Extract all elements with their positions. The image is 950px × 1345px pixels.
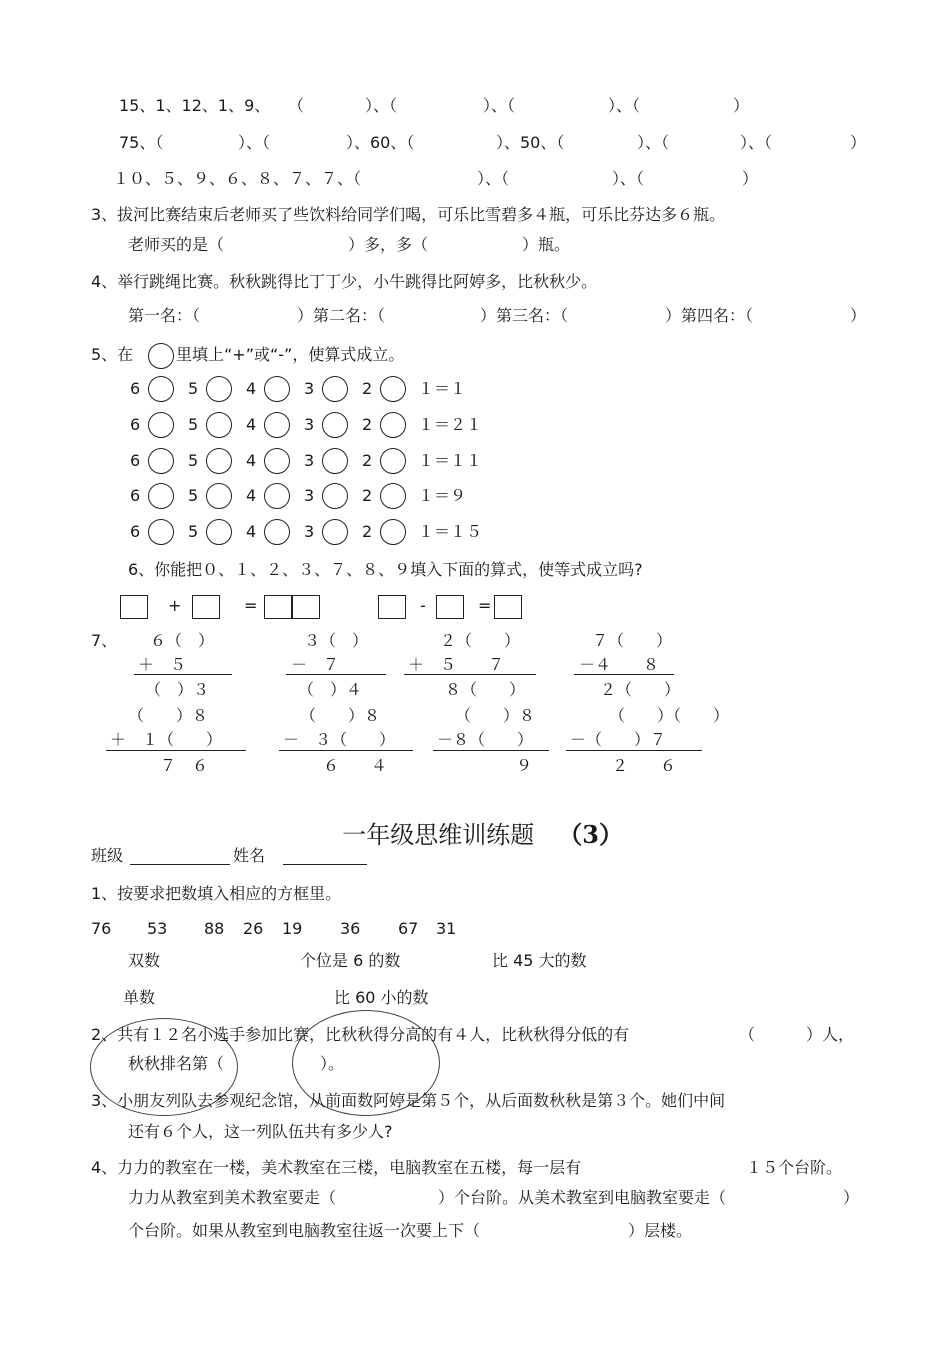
result: （ ）３ <box>145 680 210 699</box>
part-4-text: 4、力力的教室在一楼，美术教室在三楼，电脑教室在五楼，每一层有 <box>91 1158 582 1177</box>
operand-digit: 4 <box>246 451 257 470</box>
result: ８（ ） <box>445 680 526 699</box>
operand-digit: 6 <box>130 522 141 541</box>
operand: ３（ ） <box>304 631 369 650</box>
part-2-blank: 秋秋排名第（ <box>128 1054 225 1073</box>
rank-blank: ）第二名：（ <box>297 306 386 325</box>
operator-circle[interactable] <box>380 519 406 545</box>
question-3-text: 3、拔河比赛结束后老师买了些饮料给同学们喝，可乐比雪碧多４瓶，可乐比芬达多６瓶。 <box>91 205 726 224</box>
page-title <box>327 790 623 850</box>
operand: －（ ）７ <box>570 730 667 749</box>
operand-digit: 2 <box>362 522 373 541</box>
operator-circle[interactable] <box>380 412 406 438</box>
part-4-blank: ） <box>843 1188 860 1207</box>
seq2-blank: ）、（ <box>740 133 773 152</box>
operand-digit: 2 <box>362 451 373 470</box>
operator-circle[interactable] <box>206 412 232 438</box>
answer-box[interactable] <box>494 595 522 619</box>
equation-result: １＝１ <box>418 379 467 398</box>
operand-digit: 3 <box>304 451 315 470</box>
part-1-text: 1、按要求把数填入相应的方框里。 <box>91 884 342 903</box>
operand-digit: 5 <box>188 379 199 398</box>
operand: （ ）（ ） <box>609 706 730 725</box>
seq1-blank: ）、（ <box>608 96 641 115</box>
operand: （ ）８ <box>128 706 209 725</box>
title-text: 一年级思维训练题 <box>342 821 535 849</box>
operator-circle[interactable] <box>322 519 348 545</box>
operand-digit: 6 <box>130 486 141 505</box>
operand: ＋ ５ <box>138 655 187 674</box>
seq3-blank: ）、（ <box>612 169 645 188</box>
title-number: （3） <box>558 820 623 849</box>
operand-digit: 3 <box>304 415 315 434</box>
part-3-text: 还有６个人，这一列队伍共有多少人? <box>128 1122 393 1141</box>
operand: ６（ ） <box>150 631 215 650</box>
seq3-blank: ） <box>742 169 759 188</box>
sum-line <box>279 750 413 751</box>
question-3-blank: 老师买的是（ <box>128 235 225 254</box>
rank-blank: ）第三名：（ <box>480 306 569 325</box>
equation-result: １＝９ <box>418 486 467 505</box>
operand: ＋ １（ ） <box>110 730 223 749</box>
operand: －４ ８ <box>579 655 660 674</box>
seq2-lead: 75、（ <box>119 133 164 152</box>
operand-digit: 6 <box>130 451 141 470</box>
operator-circle[interactable] <box>148 448 174 474</box>
question-5-text: 5、在 <box>91 345 134 364</box>
rank-blank: 第一名：（ <box>128 306 201 325</box>
operand: － ３（ ） <box>283 730 396 749</box>
operator-circle[interactable] <box>148 412 174 438</box>
seq1-blank: ）、（ <box>365 96 398 115</box>
operand-digit: 4 <box>246 486 257 505</box>
equals-sign: = <box>478 596 492 615</box>
result: ９ <box>516 756 533 775</box>
operand-digit: 6 <box>130 379 141 398</box>
operator-circle[interactable] <box>380 448 406 474</box>
seq1-lead: 15、1、12、1、9、 <box>119 96 271 115</box>
operand-digit: 2 <box>362 415 373 434</box>
part-2-blank: （ <box>739 1025 756 1044</box>
result: ２（ ） <box>600 680 681 699</box>
operator-circle[interactable] <box>206 448 232 474</box>
sum-line <box>286 674 386 675</box>
operator-circle[interactable] <box>206 483 232 509</box>
sum-line <box>134 674 232 675</box>
part-3-text: 3、小朋友列队去参观纪念馆，从前面数阿婷是第５个，从后面数秋秋是第３个。她们中间 <box>91 1091 726 1110</box>
result: ７ ６ <box>160 756 209 775</box>
seq2-blank: ）、（ <box>238 133 271 152</box>
operand-digit: 5 <box>188 522 199 541</box>
question-4-text: 4、举行跳绳比赛。秋秋跳得比丁丁少，小牛跳得比阿婷多，比秋秋少。 <box>91 272 598 291</box>
circle-icon <box>148 343 174 369</box>
seq3-blank: ）、（ <box>477 169 510 188</box>
rank-blank: ）第四名：（ <box>665 306 754 325</box>
part-4-blank: 力力从教室到美术教室要走（ <box>128 1188 337 1207</box>
equation-result: １＝１５ <box>418 522 483 541</box>
class-field[interactable] <box>130 864 230 865</box>
category-label: 单数 <box>123 988 156 1007</box>
rank-blank: ） <box>850 306 867 325</box>
operator-circle[interactable] <box>206 519 232 545</box>
name-label: 姓名 <box>233 846 266 865</box>
number: 53 <box>147 919 168 938</box>
seq3-lead: １０、５、９、６、８、７、７、（ <box>113 169 362 188</box>
question-3-blank: ）多，多（ <box>348 235 429 254</box>
seq2-blank: ）、60、（ <box>346 133 415 152</box>
sum-line <box>404 674 536 675</box>
plus-sign: + <box>168 596 182 615</box>
question-3-blank: ）瓶。 <box>522 235 571 254</box>
operand-digit: 3 <box>304 486 315 505</box>
number: 19 <box>282 919 303 938</box>
operand: ２（ ） <box>440 631 521 650</box>
operator-circle[interactable] <box>264 519 290 545</box>
operator-circle[interactable] <box>322 448 348 474</box>
part-4-blank: 个台阶。如果从教室到电脑教室往返一次要上下（ <box>128 1221 481 1240</box>
operand-digit: 2 <box>362 486 373 505</box>
sum-line <box>433 750 549 751</box>
operand: （ ）８ <box>455 706 536 725</box>
operand-digit: 6 <box>130 415 141 434</box>
answer-box[interactable] <box>120 595 148 619</box>
operand: ＋ ５ ７ <box>408 655 505 674</box>
operator-circle[interactable] <box>322 412 348 438</box>
operator-circle[interactable] <box>264 483 290 509</box>
category-label: 双数 <box>128 951 161 970</box>
operand-digit: 2 <box>362 379 373 398</box>
minus-sign: - <box>420 596 426 615</box>
equation-result: １＝１１ <box>418 451 483 470</box>
answer-box[interactable] <box>436 595 464 619</box>
operator-circle[interactable] <box>148 483 174 509</box>
operand: ７（ ） <box>592 631 673 650</box>
operand-digit: 3 <box>304 522 315 541</box>
operand: － ７ <box>291 655 340 674</box>
operator-circle[interactable] <box>264 376 290 402</box>
part-4-text: １５个台阶。 <box>746 1158 843 1177</box>
number: 76 <box>91 919 112 938</box>
equals-sign: = <box>244 596 258 615</box>
operator-circle[interactable] <box>380 376 406 402</box>
part-2-blank: ）人， <box>806 1025 855 1044</box>
operator-circle[interactable] <box>322 483 348 509</box>
number: 36 <box>340 919 361 938</box>
operand-digit: 5 <box>188 415 199 434</box>
category-label: 个位是 6 的数 <box>300 951 401 970</box>
seq2-blank: ） <box>850 133 867 152</box>
operand-digit: 4 <box>246 522 257 541</box>
result: （ ）４ <box>298 680 363 699</box>
operand-digit: 5 <box>188 451 199 470</box>
answer-box[interactable] <box>292 595 320 619</box>
operator-circle[interactable] <box>148 519 174 545</box>
sum-line <box>106 750 246 751</box>
number: 26 <box>243 919 264 938</box>
sum-line <box>574 674 674 675</box>
operator-circle[interactable] <box>148 376 174 402</box>
seq1-blank: （ <box>288 96 305 115</box>
seq1-blank: ）、（ <box>483 96 516 115</box>
part-4-blank: ）个台阶。从美术教室到电脑教室要走（ <box>438 1188 727 1207</box>
operand-digit: 3 <box>304 379 315 398</box>
operand-digit: 5 <box>188 486 199 505</box>
operand-digit: 4 <box>246 415 257 434</box>
seq2-blank: ）、（ <box>637 133 670 152</box>
name-field[interactable] <box>283 864 367 865</box>
operand: （ ）８ <box>300 706 381 725</box>
answer-box[interactable] <box>378 595 406 619</box>
sum-line <box>566 750 702 751</box>
part-4-blank: ）层楼。 <box>628 1221 693 1240</box>
seq1-blank: ） <box>733 96 750 115</box>
operator-circle[interactable] <box>322 376 348 402</box>
part-2-text: 2、共有１２名小选手参加比赛，比秋秋得分高的有４人，比秋秋得分低的有 <box>91 1025 630 1044</box>
question-5-text: 里填上“+”或“-”，使算式成立。 <box>176 345 405 364</box>
equation-result: １＝２１ <box>418 415 483 434</box>
operator-circle[interactable] <box>206 376 232 402</box>
result: ２ ６ <box>612 756 677 775</box>
seq2-blank: ）、50、（ <box>496 133 565 152</box>
class-label: 班级 <box>91 846 124 865</box>
category-label: 比 45 大的数 <box>492 951 587 970</box>
operator-circle[interactable] <box>264 448 290 474</box>
question-7-label: 7、 <box>91 631 118 650</box>
operator-circle[interactable] <box>380 483 406 509</box>
number: 67 <box>398 919 419 938</box>
category-label: 比 60 小的数 <box>334 988 429 1007</box>
part-2-blank: ）。 <box>320 1054 345 1073</box>
result: ６ ４ <box>323 756 388 775</box>
number: 31 <box>436 919 457 938</box>
question-6-text: 6、你能把０、１、２、３、７、８、９填入下面的算式，使等式成立吗? <box>128 560 643 579</box>
answer-box[interactable] <box>192 595 220 619</box>
answer-box[interactable] <box>264 595 292 619</box>
operand-digit: 4 <box>246 379 257 398</box>
number: 88 <box>204 919 225 938</box>
operand: －８（ ） <box>437 730 534 749</box>
operator-circle[interactable] <box>264 412 290 438</box>
